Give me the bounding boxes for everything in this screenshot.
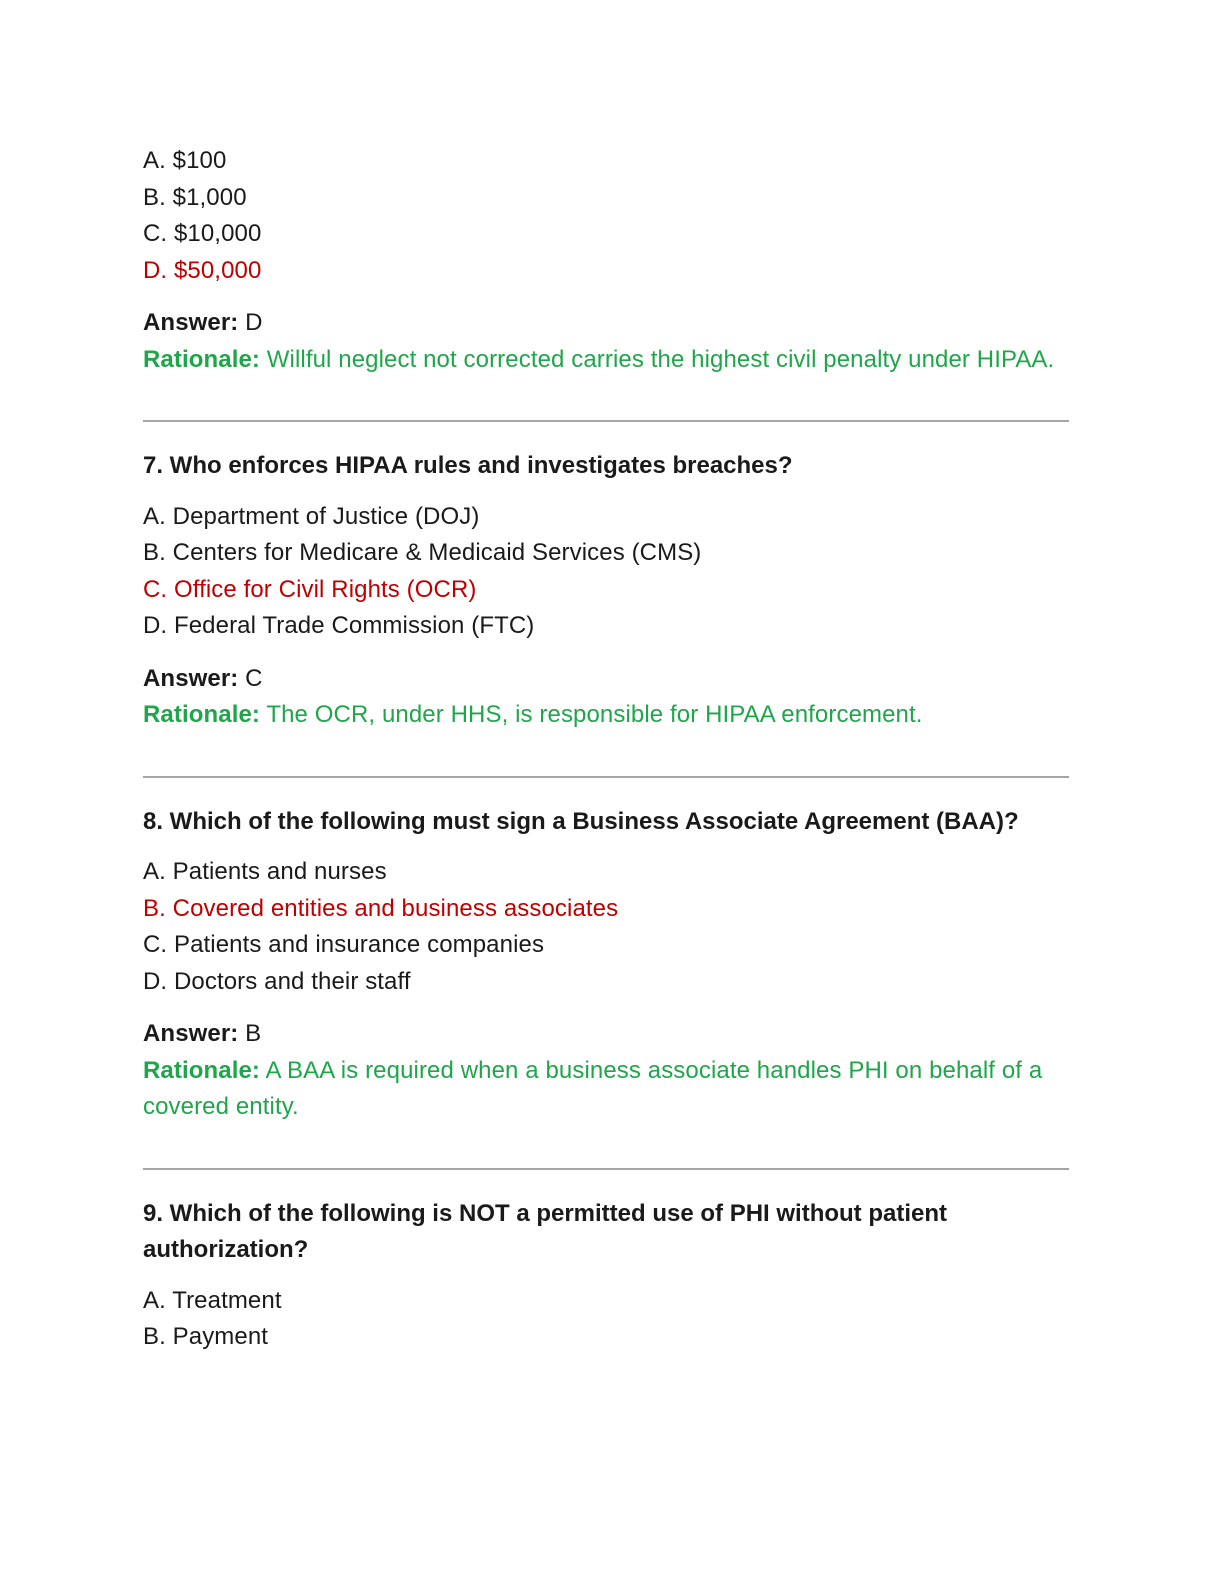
q6-answer-value: D: [238, 309, 263, 336]
divider: [143, 1168, 1069, 1170]
q8-rationale-label: Rationale:: [143, 1056, 261, 1084]
q6-answer-label: Answer:: [143, 309, 239, 336]
q7-answer-label: Answer:: [143, 664, 239, 692]
q8-rationale-text: A BAA is required when a business associate handles PHI on behalf of a covered entity.: [143, 1056, 1043, 1120]
q8-rationale: [143, 1053, 1069, 1126]
q7-rationale: [143, 697, 1069, 734]
document-page: [143, 143, 1069, 1356]
q8-answer: [143, 1016, 1069, 1053]
q8-option-a: A. Patients and nurses: [143, 858, 387, 885]
q7-option-d: D. Federal Trade Commission (FTC): [143, 612, 535, 639]
question-9-block: [143, 1196, 1069, 1356]
q7-question: 7. Who enforces HIPAA rules and investigates breaches?: [143, 452, 793, 479]
q9-question: 9. Which of the following is NOT a permitted use of PHI without patient authorization?: [143, 1199, 947, 1263]
question-8-block: [143, 804, 1069, 1126]
q6-option-c: C. $10,000: [143, 220, 262, 247]
q6-rationale: [143, 342, 1069, 379]
divider: [143, 420, 1069, 422]
q7-rationale-text: The OCR, under HHS, is responsible for HIPAA enforcement.: [260, 701, 923, 728]
q6-option-d-correct: D. $50,000: [143, 256, 262, 284]
q6-option-b: B. $1,000: [143, 183, 247, 211]
q8-answer-label: Answer:: [143, 1020, 239, 1047]
q8-answer-value: B: [238, 1020, 262, 1047]
q7-option-c-correct: C. Office for Civil Rights (OCR): [143, 575, 477, 603]
q6-answer: [143, 305, 1069, 342]
q6-rationale-label: Rationale:: [143, 345, 261, 373]
q7-option-a: A. Department of Justice (DOJ): [143, 502, 480, 530]
q7-answer: [143, 661, 1069, 698]
q8-option-b-correct: B. Covered entities and business associates: [143, 894, 619, 922]
q6-option-a: A. $100: [143, 147, 227, 174]
question-7-block: [143, 448, 1069, 734]
q8-question: 8. Which of the following must sign a Business Associate Agreement (BAA)?: [143, 807, 1019, 835]
q8-option-d: D. Doctors and their staff: [143, 967, 411, 995]
q9-option-b: B. Payment: [143, 1323, 269, 1350]
question-6-block: [143, 143, 1069, 378]
q7-option-b: B. Centers for Medicare & Medicaid Services (CMS): [143, 539, 702, 566]
q9-option-a: A. Treatment: [143, 1286, 282, 1314]
q6-rationale-text: Willful neglect not corrected carries the highest civil penalty under HIPAA.: [260, 345, 1055, 373]
divider: [143, 776, 1069, 778]
q7-answer-value: C: [238, 664, 263, 692]
q8-option-c: C. Patients and insurance companies: [143, 931, 545, 958]
q7-rationale-label: Rationale:: [143, 701, 261, 728]
